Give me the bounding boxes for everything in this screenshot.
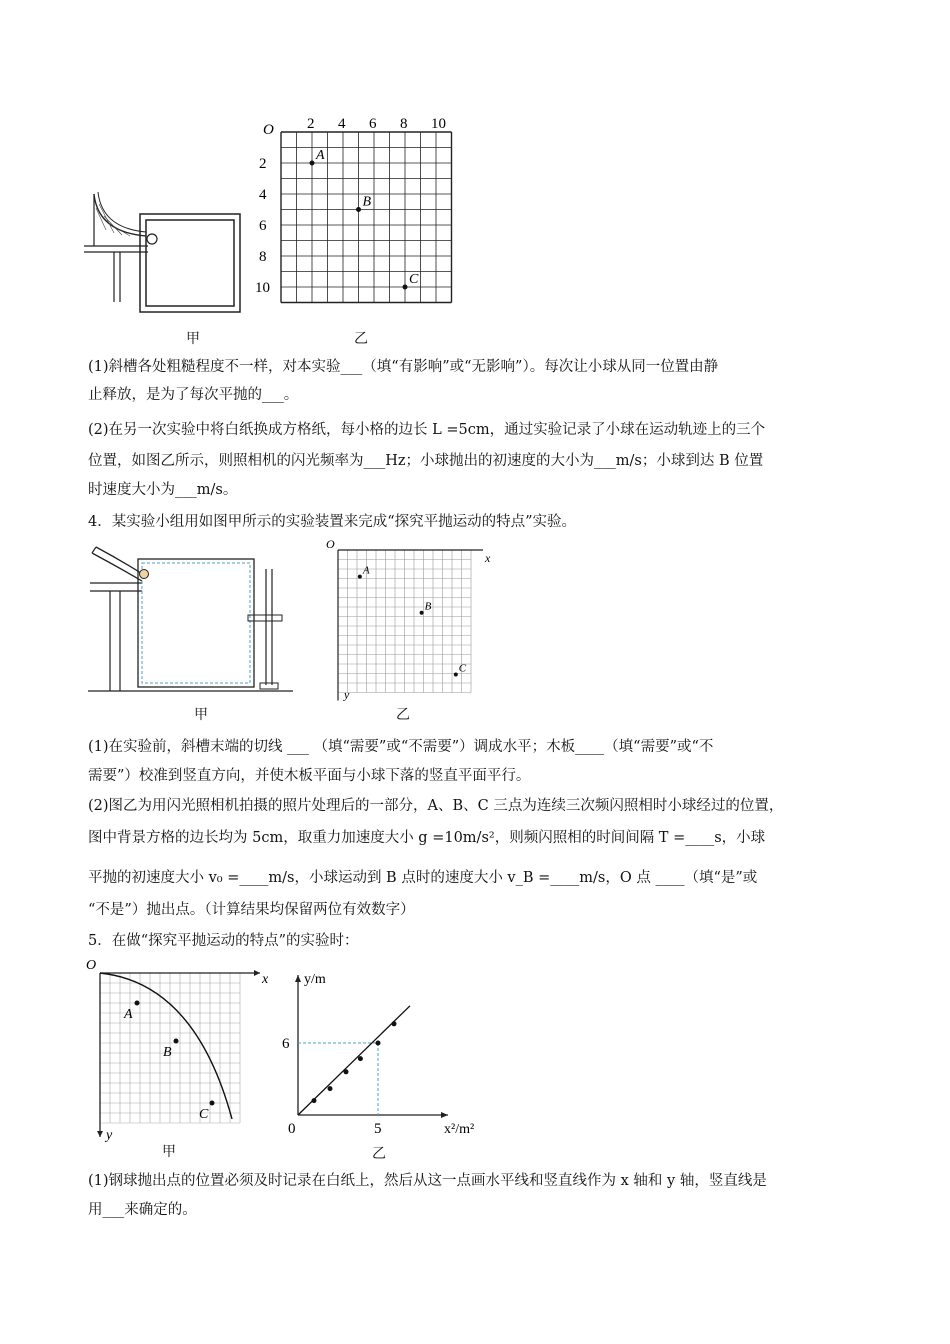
q4-part1-line2: 需要”）校准到竖直方向，并使木板平面与小球下落的竖直平面平行。 [88, 768, 531, 784]
y-tick-label: 10 [255, 280, 270, 296]
data-point [358, 1056, 363, 1061]
point-A [358, 575, 362, 579]
point-B [356, 207, 361, 212]
q5-part1-line2: 用___来确定的。 [88, 1202, 197, 1218]
q5-title: 5．在做“探究平抛运动的特点”的实验时： [88, 933, 359, 949]
point-label-B: B [163, 1045, 172, 1060]
q5-y-vs-x2-chart [280, 963, 480, 1148]
point-label-C: C [409, 272, 419, 287]
x-axis-label: x [485, 551, 491, 565]
q4-part2-line1: (2)图乙为用闪光照相机拍摄的照片处理后的一部分，A、B、C 三点为连续三次频闪照相时小球经过的位置， [88, 798, 784, 814]
point-C [210, 1101, 215, 1106]
q3-part2-line3: 时速度大小为___m/s。 [88, 482, 238, 498]
q4-apparatus-figure [88, 545, 293, 695]
q3-part1-line1: (1)斜槽各处粗糙程度不一样，对本实验___（填“有影响”或“无影响”）。每次让小球从同一位置由静 [88, 359, 719, 375]
x-tick-label: 0 [288, 1121, 296, 1137]
data-point [376, 1041, 381, 1046]
q3-part1-line2: 止释放，是为了每次平抛的___。 [88, 387, 299, 403]
q3-part2-line1: (2)在另一次实验中将白纸换成方格纸，每小格的边长 L =5cm，通过实验记录了小球在运动轨迹上的三个 [88, 422, 766, 438]
data-point [328, 1086, 333, 1091]
point-C [454, 672, 458, 676]
x-tick-label: 2 [307, 116, 315, 132]
y-tick-label: 2 [259, 156, 267, 172]
point-C [403, 285, 408, 290]
y-axis-label: y [344, 687, 350, 702]
point-label-B: B [424, 600, 432, 613]
q4-fig-jia-caption: 甲 [194, 707, 208, 723]
y-axis-label: y [106, 1128, 113, 1143]
point-label-A: A [362, 564, 370, 577]
q4-title: 4．某实验小组用如图甲所示的实验装置来完成“探究平抛运动的特点”实验。 [88, 514, 577, 530]
q4-part2-line4: “不是”）抛出点。（计算结果均保留两位有效数字） [88, 902, 415, 918]
origin-label: O [263, 122, 274, 138]
point-A [135, 1001, 140, 1006]
origin-label: O [326, 537, 335, 551]
q4-part1-line1: (1)在实验前，斜槽末端的切线 ___ （填“需要”或“不需要”）调成水平；木板____（填“需要”或“不 [88, 739, 714, 755]
y-tick-label: 6 [259, 218, 267, 234]
q4-fig-yi-caption: 乙 [396, 707, 410, 723]
q4-part2-line3: 平抛的初速度大小 v₀ =____m/s，小球运动到 B 点时的速度大小 v_B =____m/s，O 点 ____（填“是”或 [88, 870, 758, 886]
point-label-C: C [199, 1107, 209, 1122]
y-tick-label: 8 [259, 249, 267, 265]
x-axis-label: x [262, 972, 269, 987]
q5-part1-line1: (1)钢球抛出点的位置必须及时记录在白纸上，然后从这一点画水平线和竖直线作为 x 轴和 y 轴，竖直线是 [88, 1173, 767, 1189]
q3-fig-yi-caption: 乙 [354, 331, 368, 347]
q4-grid-figure [320, 537, 491, 702]
data-point [312, 1098, 317, 1103]
data-point [344, 1069, 349, 1074]
point-B [174, 1039, 179, 1044]
q3-apparatus-figure [84, 192, 244, 312]
x-tick-label: 10 [431, 116, 446, 132]
q5-fig-jia-caption: 甲 [162, 1144, 176, 1160]
y-tick-label: 6 [282, 1036, 290, 1052]
point-label-C: C [458, 662, 467, 675]
point-A [310, 161, 315, 166]
q3-grid-figure [255, 112, 475, 322]
q4-part2-line2: 图中背景方格的边长均为 5cm，取重力加速度大小 g =10m/s²，则频闪照相的时间间隔 T =____s，小球 [88, 830, 766, 846]
q3-part2-line2: 位置，如图乙所示，则照相机的闪光频率为___Hz；小球抛出的初速度的大小为___m/s；小球到达 B 位置 [88, 453, 764, 469]
q5-fig-yi-caption: 乙 [372, 1146, 386, 1162]
point-label-B: B [362, 194, 372, 210]
point-B [420, 611, 424, 615]
y-axis-label: y/m [304, 972, 326, 987]
x-tick-label: 5 [374, 1121, 382, 1137]
x-tick-label: 6 [369, 116, 377, 132]
point-label-A: A [316, 148, 325, 163]
x-axis-label: x²/m² [444, 1122, 475, 1137]
q3-fig-jia-caption: 甲 [186, 331, 200, 347]
origin-label: O [86, 958, 97, 973]
x-tick-label: 8 [400, 116, 408, 132]
x-tick-label: 4 [338, 116, 346, 132]
data-point [392, 1021, 397, 1026]
q5-trajectory-figure [80, 955, 270, 1143]
point-label-A: A [124, 1007, 133, 1022]
y-tick-label: 4 [259, 187, 267, 203]
